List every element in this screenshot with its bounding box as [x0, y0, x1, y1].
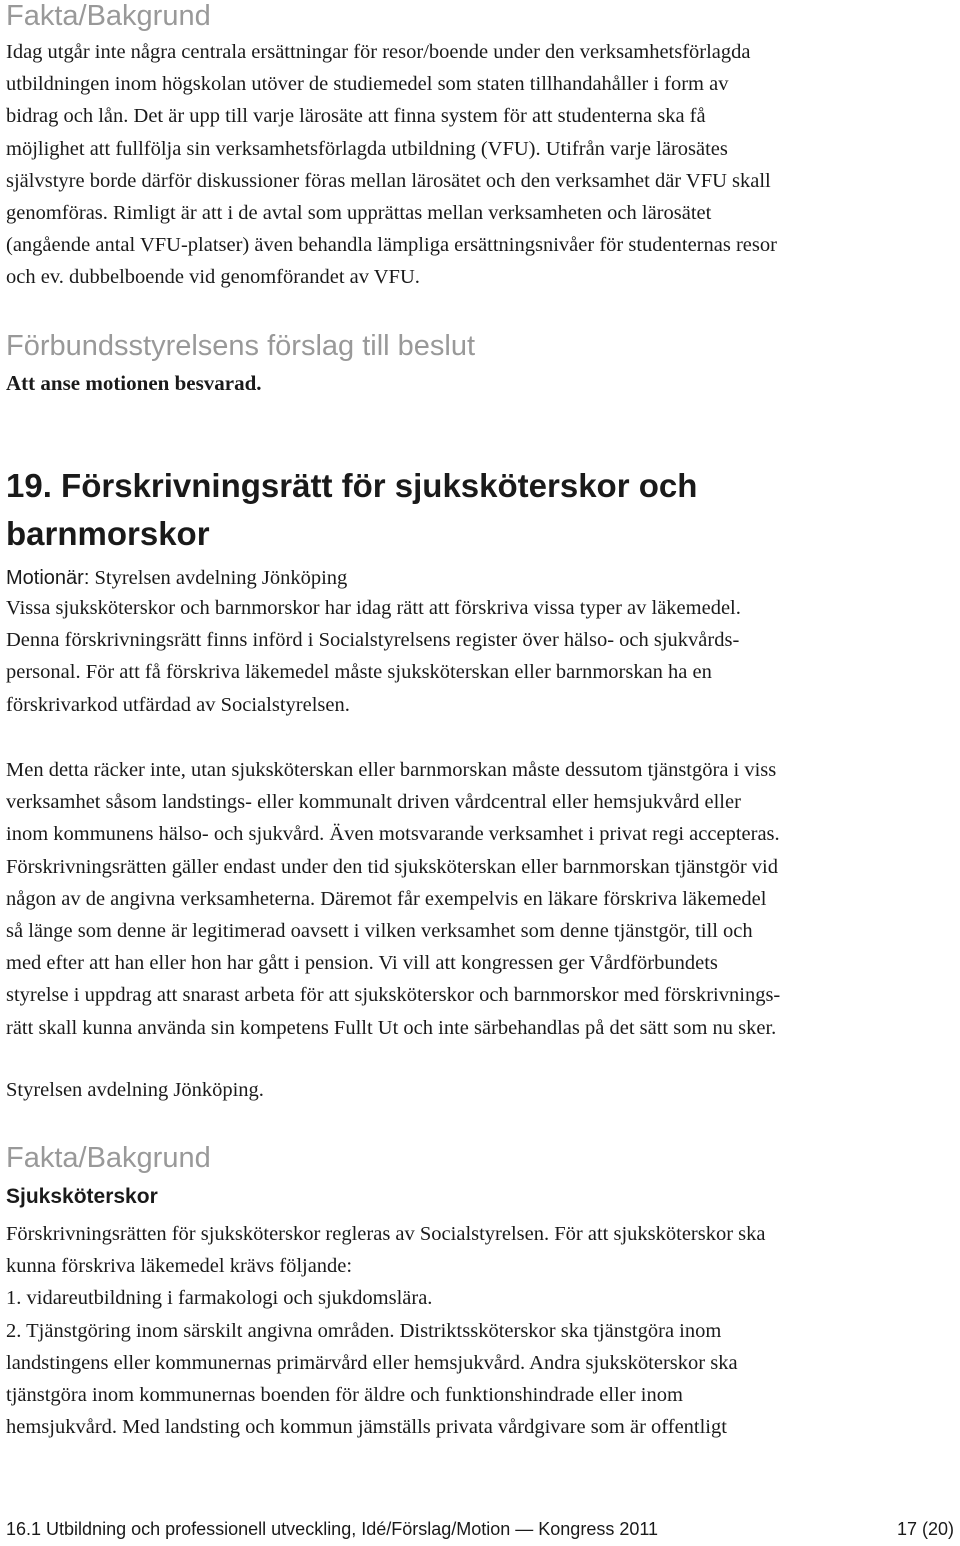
section1-body: [6, 36, 954, 294]
subheading-sjukskoterskor: Sjuksköterskor: [6, 1185, 158, 1208]
section2-body: [6, 1218, 954, 1443]
motionar-line: [6, 562, 954, 594]
text-line: med efter att han eller hon har gått i pension. Vi vill att kongressen ger Vårdförbundets: [6, 952, 718, 975]
footer-page-number: 17 (20): [896, 1519, 954, 1539]
footer-document-title: 16.1 Utbildning och professionell utveckling, Idé/Förslag/Motion — Kongress 2011: [6, 1519, 659, 1539]
text-line: utbildningen inom högskolan utöver de studiemedel som staten tillhandahåller i form av: [6, 73, 729, 96]
proposal-text: Att anse motionen besvarad.: [6, 371, 262, 395]
text-line: och ev. dubbelboende vid genomförandet av VFU.: [6, 266, 420, 289]
text-line: hemsjukvård. Med landsting och kommun jämställs privata vårdgivare som är offentligt: [6, 1416, 727, 1439]
text-line: verksamhet såsom landstings- eller kommunalt driven vårdcentral eller hemsjukvård eller: [6, 791, 741, 814]
motion-signature: Styrelsen avdelning Jönköping.: [6, 1079, 264, 1101]
page-footer: [6, 1518, 954, 1540]
text-line: inom kommunens hälso- och sjukvård. Även motsvarande verksamhet i privat regi accepteras.: [6, 823, 780, 846]
text-line: så länge som denne är legitimerad oavsett i vilken verksamhet som denne tjänstgör, till och: [6, 920, 753, 943]
section-heading-fakta-bakgrund-2: Fakta/Bakgrund: [6, 1142, 211, 1174]
text-line: kunna förskriva läkemedel krävs följande:: [6, 1255, 353, 1278]
section-heading-fakta-bakgrund: Fakta/Bakgrund: [6, 0, 211, 32]
motionar-value: Styrelsen avdelning Jönköping: [94, 567, 348, 589]
motion-paragraph-2: [6, 754, 954, 1044]
text-line: självstyre borde därför diskussioner föras mellan lärosätet och den verksamhet där VFU skall: [6, 169, 771, 192]
text-line: tjänstgöra inom kommunernas boenden för äldre och funktionshindrade eller inom: [6, 1384, 683, 1407]
text-line: styrelse i uppdrag att snarast arbeta för att sjuksköterskor och barnmorskor med förskrivnings-: [6, 984, 781, 1007]
text-line: personal. För att få förskriva läkemedel måste sjuksköterskan eller barnmorskan ha en: [6, 661, 712, 684]
text-line: Vissa sjuksköterskor och barnmorskor har idag rätt att förskriva vissa typer av läkemedel.: [6, 597, 741, 619]
list-item: 1. vidareutbildning i farmakologi och sjukdomslära.: [6, 1287, 433, 1310]
motion-paragraph-1: [6, 592, 954, 721]
text-line: Idag utgår inte några centrala ersättningar för resor/boende under den verksamhetsförlagda: [6, 41, 751, 63]
motion-title-line-1: 19. Förskrivningsrätt för sjuksköterskor och: [6, 467, 698, 504]
text-line: rätt skall kunna använda sin kompetens Fullt Ut och inte särbehandlas på det sätt som nu sker.: [6, 1016, 777, 1039]
motionar-label: Motionär:: [6, 567, 90, 589]
text-line: landstingens eller kommunernas primärvård eller hemsjukvård. Andra sjuksköterskor ska: [6, 1351, 738, 1374]
text-line: bidrag och lån. Det är upp till varje lärosäte att finna system för att studenterna ska få: [6, 105, 706, 128]
text-line: genomföras. Rimligt är att i de avtal som upprättas mellan verksamheten och lärosätet: [6, 202, 712, 225]
motion-title: [6, 462, 954, 558]
proposal-heading: Förbundsstyrelsens förslag till beslut: [6, 330, 476, 362]
text-line: Förskrivningsrätten för sjuksköterskor regleras av Socialstyrelsen. För att sjuksköterskor ska: [6, 1223, 766, 1245]
text-line: någon av de angivna verksamheterna. Däremot får exempelvis en läkare förskriva läkemedel: [6, 887, 767, 910]
motion-title-line-2: barnmorskor: [6, 515, 210, 552]
text-line: Men detta räcker inte, utan sjuksköterskan eller barnmorskan måste dessutom tjänstgöra i viss: [6, 759, 777, 781]
text-line: Förskrivningsrätten gäller endast under den tid sjuksköterskan eller barnmorskan tjänstgör vid: [6, 855, 778, 878]
list-item: 2. Tjänstgöring inom särskilt angivna områden. Distriktssköterskor ska tjänstgöra inom: [6, 1319, 722, 1342]
text-line: möjlighet att fullfölja sin verksamhetsförlagda utbildning (VFU). Utifrån varje lärosätes: [6, 137, 728, 160]
text-line: (angående antal VFU-platser) även behandla lämpliga ersättningsnivåer för studenternas resor: [6, 234, 777, 257]
text-line: Denna förskrivningsrätt finns införd i Socialstyrelsens register över hälso- och sjukvårds-: [6, 629, 740, 652]
text-line: förskrivarkod utfärdad av Socialstyrelsen.: [6, 693, 350, 716]
